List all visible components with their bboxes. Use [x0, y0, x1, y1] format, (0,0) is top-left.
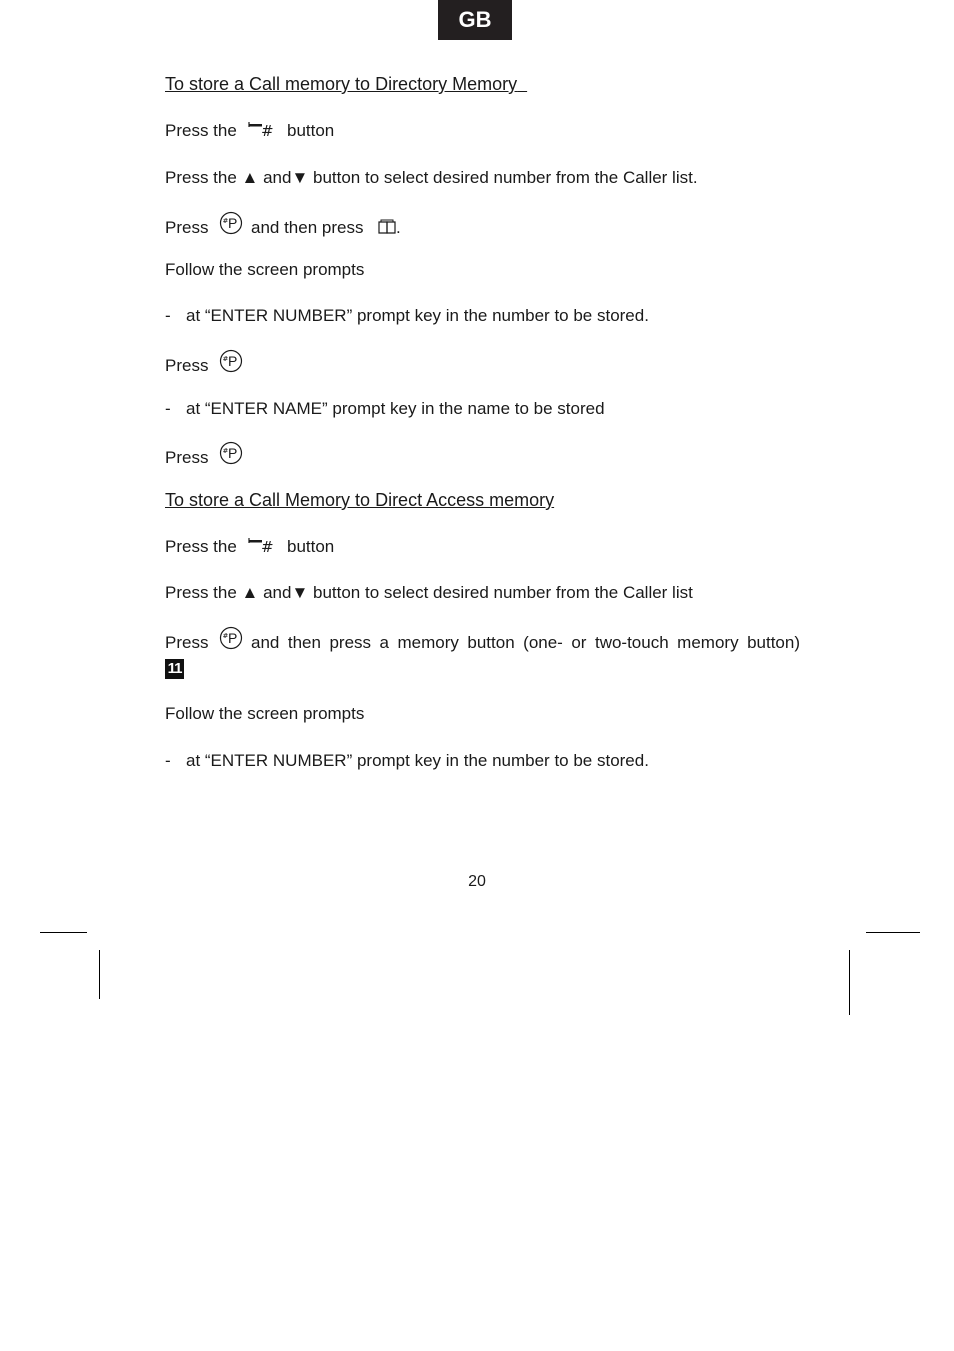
svg-text:#: # [222, 355, 229, 363]
language-badge: GB [438, 0, 512, 40]
step-button-word: button [287, 121, 335, 140]
svg-text:#: # [261, 122, 274, 139]
step-enter-number: - at “ENTER NUMBER” prompt key in the number to be stored. [165, 306, 649, 325]
svg-text:P: P [228, 353, 238, 369]
step-follow-prompts: Follow the screen prompts [165, 704, 365, 723]
svg-text:P: P [228, 215, 238, 231]
svg-text:#: # [222, 217, 229, 225]
crop-mark-right-vertical [849, 950, 850, 1015]
svg-text:#: # [222, 447, 229, 455]
caller-list-hash-icon [248, 537, 278, 555]
step-button-word: button [287, 537, 335, 556]
heading-text: To store a Call memory to Directory Memory [165, 74, 518, 94]
svg-text:#: # [222, 632, 229, 640]
period: . [396, 218, 401, 237]
step-enter-number: - at “ENTER NUMBER” prompt key in the number to be stored. [165, 751, 649, 770]
step-select-number: Press the ▲ and▼ button to select desired number from the Caller list [165, 583, 693, 602]
crop-mark-top-left [40, 932, 87, 933]
step-press-p: Press [165, 633, 209, 652]
step-press-caller-button: Press the [165, 537, 237, 556]
crop-mark-left-vertical [99, 950, 100, 999]
bullet-dash: - [165, 306, 171, 325]
bullet-dash: - [165, 751, 171, 770]
section-heading-directory-memory [165, 74, 527, 94]
step-enter-name: - at “ENTER NAME” prompt key in the name to be stored [165, 399, 605, 418]
p-key-icon [219, 349, 243, 373]
step-follow-prompts: Follow the screen prompts [165, 260, 365, 279]
crop-mark-top-right [866, 932, 920, 933]
step-press-caller-button [165, 121, 237, 141]
svg-text:P: P [228, 630, 238, 646]
p-key-icon [219, 441, 243, 465]
svg-text:#: # [261, 538, 274, 555]
step-select-number: Press the ▲ and▼ button to select desired number from the Caller list. [165, 168, 698, 187]
section-heading-direct-access-memory: To store a Call Memory to Direct Access memory [165, 490, 555, 510]
step-press-p: Press [165, 356, 209, 375]
step-memory-button-text: and then press a memory button (one- or two-touch memory button) [251, 633, 800, 652]
page-number: 20 [468, 873, 486, 890]
step-text: Press the [165, 121, 237, 140]
bullet-dash: - [165, 399, 171, 418]
svg-text:P: P [228, 445, 238, 461]
p-key-icon [219, 626, 243, 650]
memory-button-badge: 11 [165, 659, 184, 679]
step-press-p: Press [165, 448, 209, 467]
p-key-icon [219, 211, 243, 235]
caller-list-hash-icon [248, 121, 278, 139]
step-press-p-then-book: Press [165, 218, 209, 237]
step-and-then-press: and then press [251, 218, 364, 237]
